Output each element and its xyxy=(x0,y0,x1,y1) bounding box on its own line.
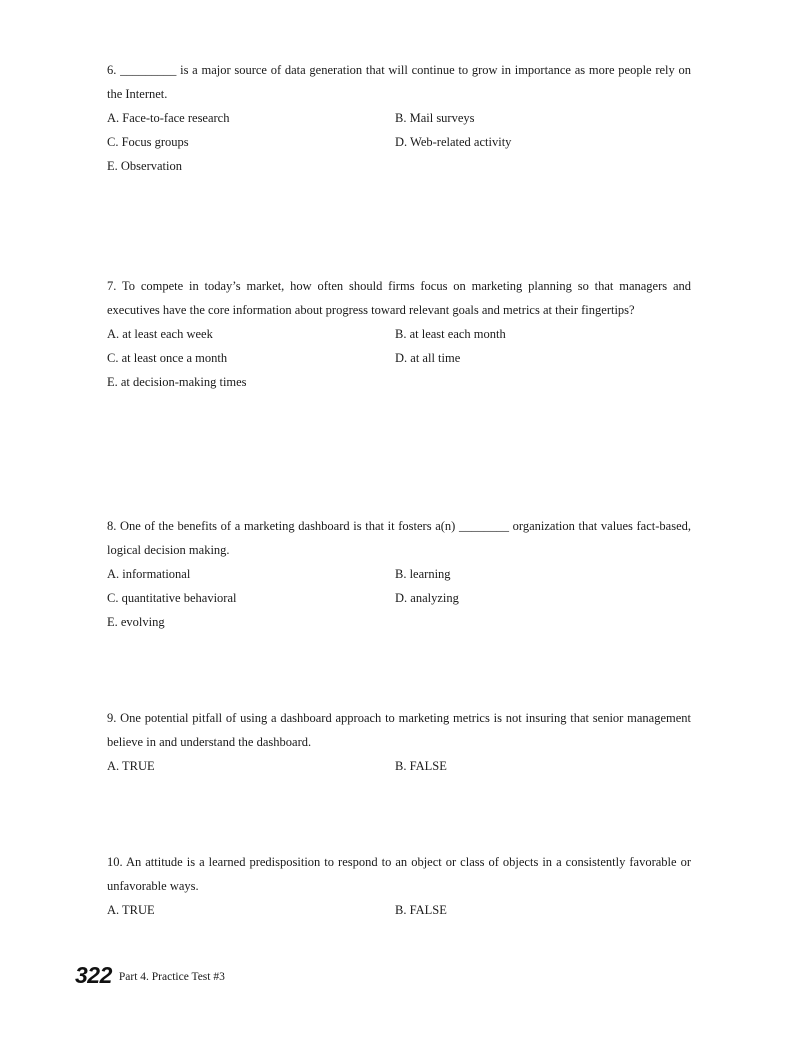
option-d: D. Web-related activity xyxy=(395,135,512,149)
option-e: E. at decision-making times xyxy=(107,375,247,389)
question-stem: 9. One potential pitfall of using a dashboard approach to marketing metrics is not insuring that senior management believe in and understand the dashboard. xyxy=(107,711,691,749)
option-d: D. at all time xyxy=(395,351,461,365)
option-c: C. Focus groups xyxy=(107,135,189,149)
option-c: C. at least once a month xyxy=(107,351,228,365)
option-b: B. FALSE xyxy=(395,759,447,773)
option-e: E. Observation xyxy=(107,159,182,173)
answer-options xyxy=(107,322,691,394)
question-10 xyxy=(107,850,691,922)
option-a: A. Face-to-face research xyxy=(107,111,230,125)
option-b: B. Mail surveys xyxy=(395,111,475,125)
page-number: 322 xyxy=(75,961,112,988)
page-footer xyxy=(75,960,225,990)
option-c: C. quantitative behavioral xyxy=(107,591,237,605)
question-stem: 6. _________ is a major source of data generation that will continue to grow in importance as more people rely on the Internet. xyxy=(107,63,691,101)
answer-options xyxy=(107,106,691,178)
option-b: B. learning xyxy=(395,567,451,581)
question-6 xyxy=(107,58,691,178)
question-9 xyxy=(107,706,691,778)
answer-options xyxy=(107,898,691,922)
question-stem: 8. One of the benefits of a marketing dashboard is that it fosters a(n) ________ organization that values fact-based, logical decision making. xyxy=(107,519,691,557)
answer-options xyxy=(107,562,691,634)
question-7 xyxy=(107,274,691,394)
section-label: Part 4. Practice Test #3 xyxy=(118,970,225,983)
question-stem: 7. To compete in today’s market, how often should firms focus on marketing planning so that managers and executives have the core information about progress toward relevant goals and metrics at their fingertips? xyxy=(107,279,691,317)
option-b: B. FALSE xyxy=(395,903,447,917)
question-8 xyxy=(107,514,691,634)
option-b: B. at least each month xyxy=(395,327,506,341)
option-a: A. informational xyxy=(107,567,191,581)
question-stem: 10. An attitude is a learned predisposition to respond to an object or class of objects in a consistently favorable or unfavorable ways. xyxy=(107,855,691,893)
option-d: D. analyzing xyxy=(395,591,459,605)
option-a: A. TRUE xyxy=(107,759,155,773)
answer-options xyxy=(107,754,691,778)
option-e: E. evolving xyxy=(107,615,165,629)
option-a: A. TRUE xyxy=(107,903,155,917)
option-a: A. at least each week xyxy=(107,327,213,341)
